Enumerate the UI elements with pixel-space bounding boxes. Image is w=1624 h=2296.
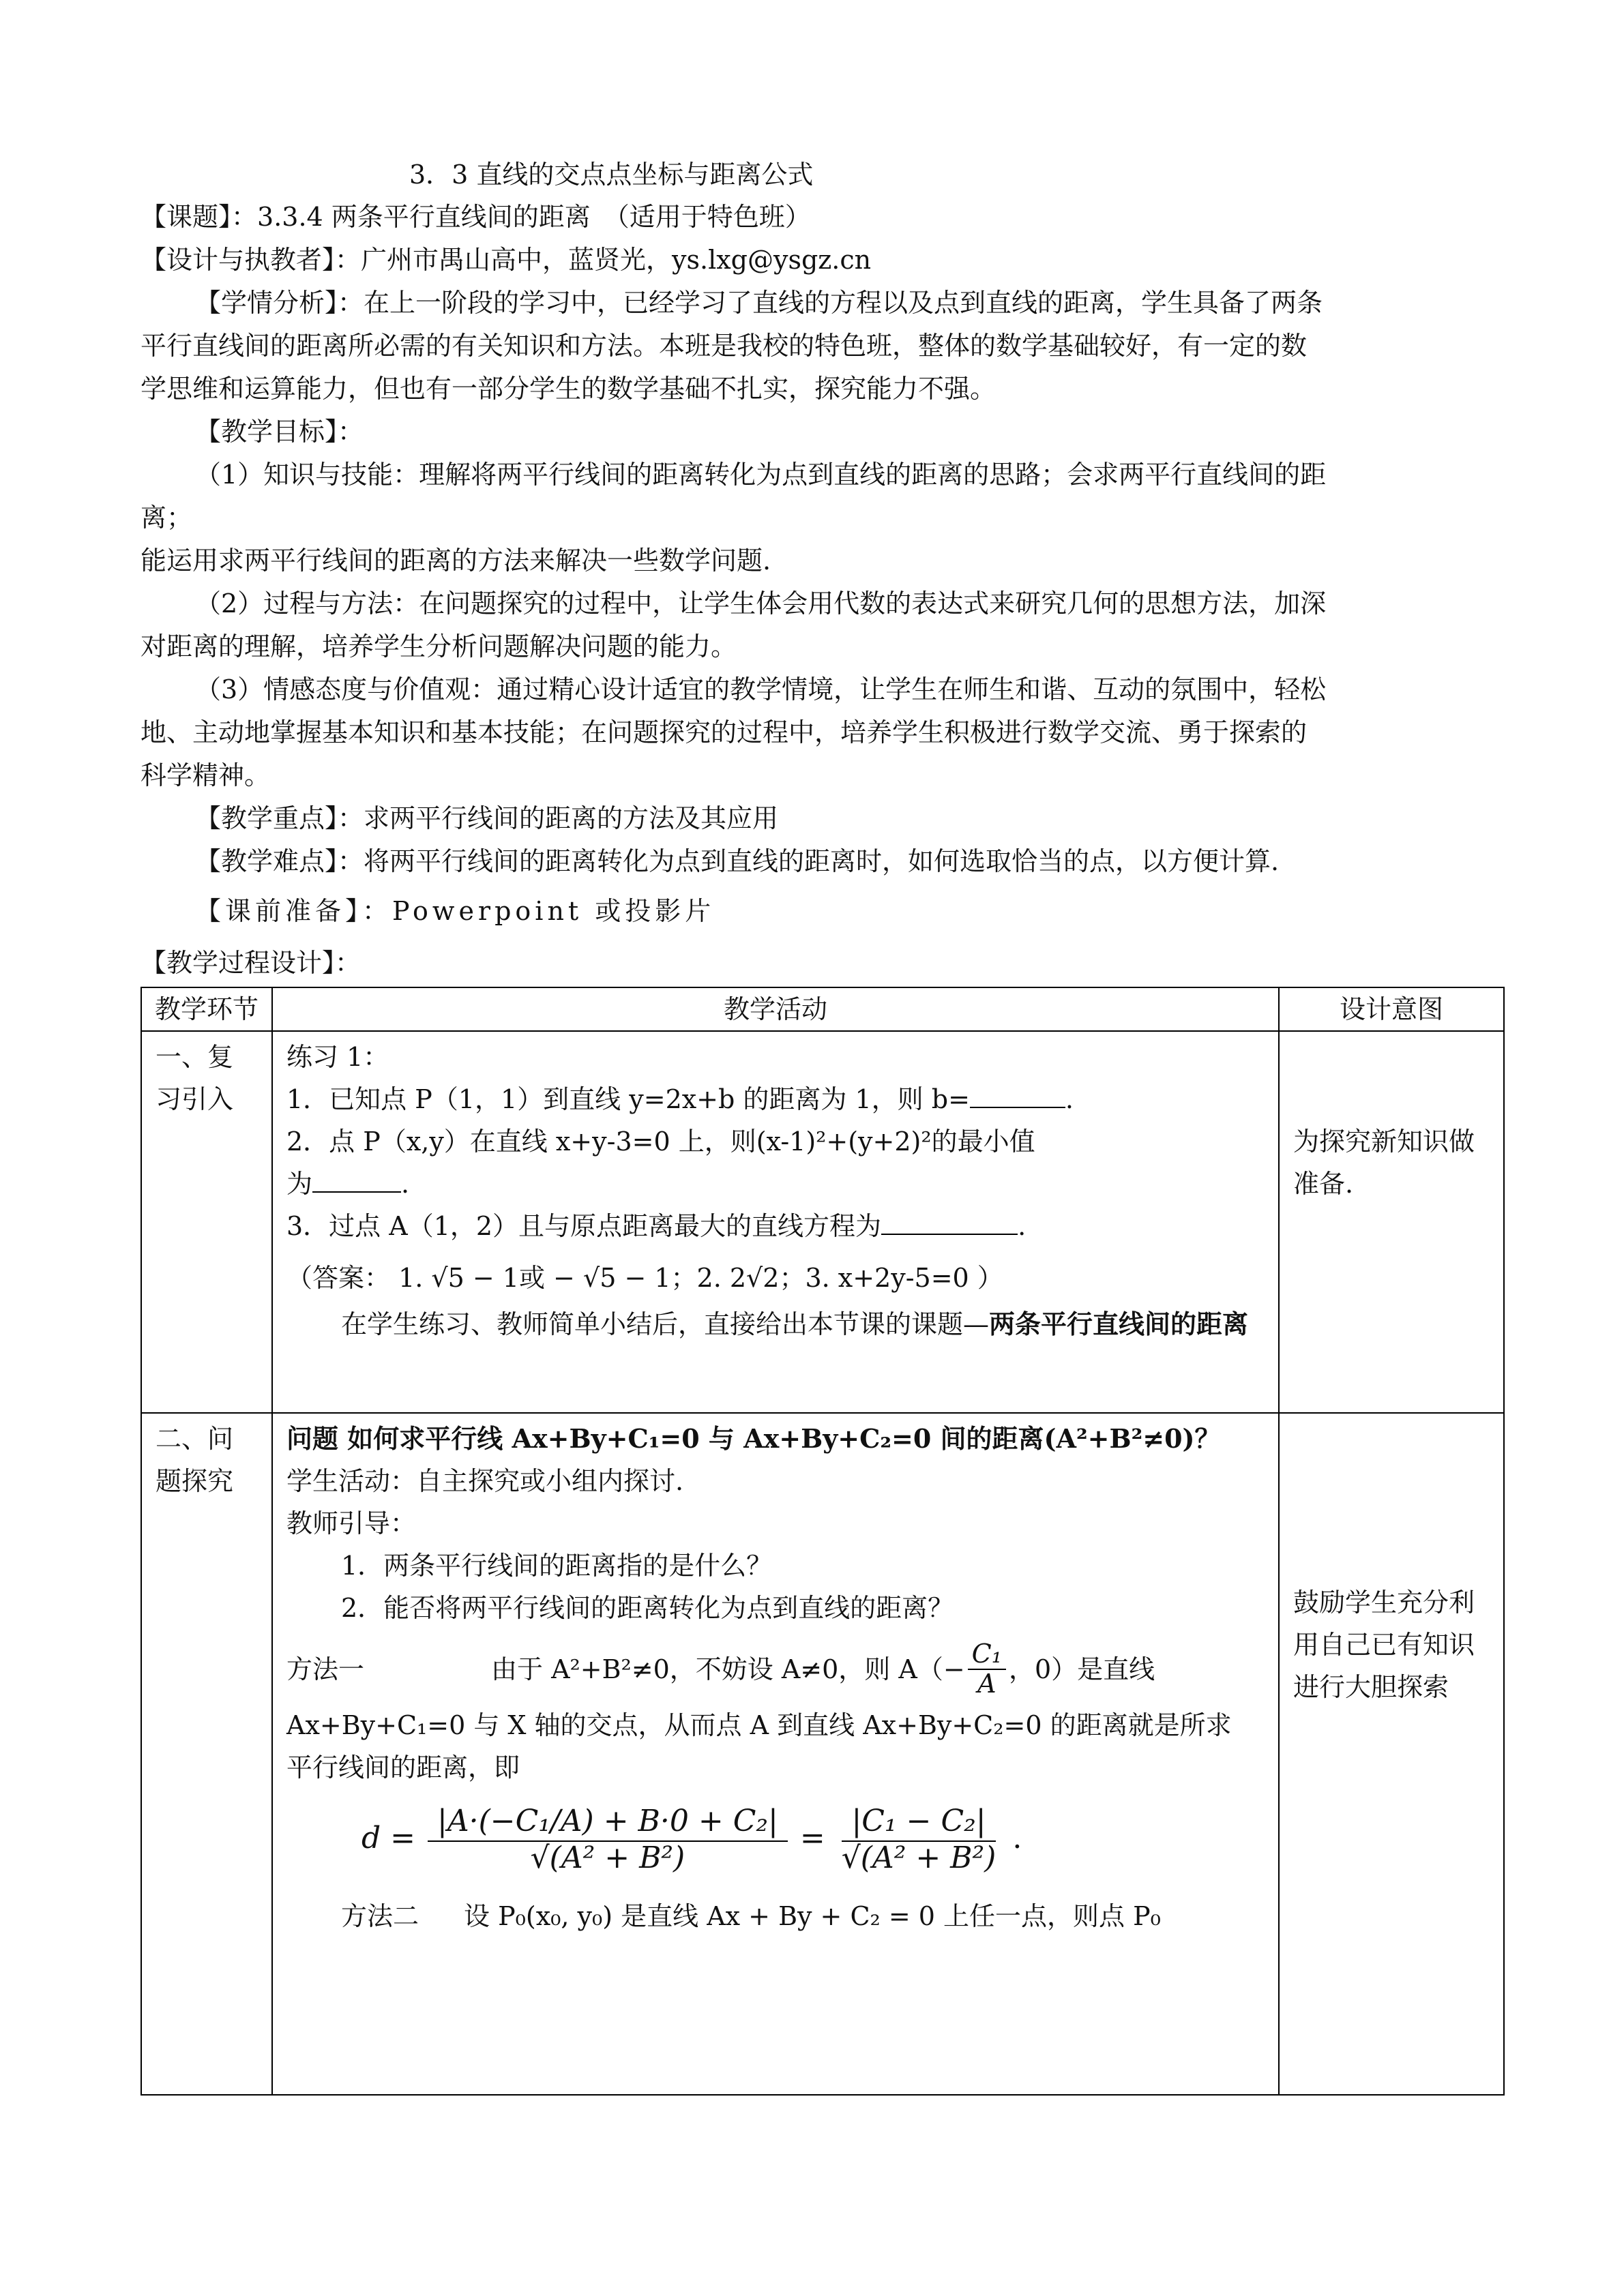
lesson-table <box>141 987 1505 2096</box>
difficulty-value: ：将两平行线间的距离转化为点到直线的距离时，如何选取恰当的点，以方便计算. <box>338 846 1280 876</box>
prep-line <box>195 893 715 929</box>
goal1-line-2: 离； <box>141 503 193 533</box>
student-activity: 学生活动：自主探究或小组内探讨. <box>286 1466 684 1496</box>
method1-frac-num: C₁ <box>968 1640 1006 1670</box>
analysis-line-1 <box>195 285 1323 320</box>
exercise-title: 练习 1： <box>286 1042 389 1072</box>
prep-value: ：Powerpoint 或投影片 <box>362 896 715 926</box>
intent-explore-text: 鼓励学生充分利用自己已有知识进行大胆探索 <box>1293 1587 1475 1702</box>
topic-line <box>141 199 811 235</box>
method1-line3: 平行线间的距离，即 <box>286 1752 520 1783</box>
analysis-line-3: 学思维和运算能力，但也有一部分学生的数学基础不扎实，探究能力不强。 <box>141 374 996 404</box>
guide-item-2: 2．能否将两平行线间的距离转化为点到直线的距离？ <box>341 1593 954 1623</box>
key-point-value: ：求两平行线间的距离的方法及其应用 <box>338 803 779 833</box>
prep-label: 【课前准备】 <box>195 896 363 926</box>
topic-value: ：3.3.4 两条平行直线间的距离 （适用于特色班） <box>231 202 811 232</box>
goal3-line-1: （3）情感态度与价值观：通过精心设计适宜的教学情境，让学生在师生和谐、互动的氛围中，轻松 <box>195 674 1327 704</box>
summary-topic: 两条平行直线间的距离 <box>989 1309 1249 1339</box>
goals-label: 【教学目标】： <box>195 417 364 447</box>
explore-question: 问题 如何求平行线 Ax+By+C₁=0 与 Ax+By+C₂=0 间的距离(A²+B²≠0)？ <box>286 1423 1221 1454</box>
exercise-q2a: 2．点 P（x,y）在直线 x+y-3=0 上，则(x-1)²+(y+2)²的最小值 <box>286 1127 1035 1157</box>
activity-explore <box>272 1413 1279 2095</box>
q2b-text: 为 <box>286 1169 313 1199</box>
table-row-explore <box>141 1413 1504 2095</box>
stage-review: 一、复习引入 <box>141 1031 272 1413</box>
method2-text: 设 P₀(x₀, y₀) 是直线 Ax + By + C₂ = 0 上任一点，则点 P₀ <box>464 1901 1161 1932</box>
formula-d: d = <box>361 1820 416 1855</box>
summary-text: 在学生练习、教师简单小结后，直接给出本节课的课题— <box>341 1309 990 1339</box>
goal3-line-3: 科学精神。 <box>141 760 271 790</box>
guide-item-1: 1．两条平行线间的距离指的是什么？ <box>341 1551 773 1581</box>
review-summary <box>286 1303 1265 1345</box>
intent-review-text: 为探究新知识做准备. <box>1293 1127 1475 1199</box>
designer-label: 【设计与执教者】 <box>141 245 336 275</box>
page-title: 3．3 直线的交点点坐标与距离公式 <box>409 160 814 190</box>
process-label: 【教学过程设计】： <box>141 948 361 978</box>
header-stage: 教学环节 <box>141 987 272 1031</box>
method1-frac-den: A <box>977 1668 996 1699</box>
teacher-guide: 教师引导： <box>286 1508 417 1538</box>
formula-fraction-2 <box>838 1802 1001 1875</box>
table-header-row <box>141 987 1504 1031</box>
goal1-line-3: 能运用求两平行线间的距离的方法来解决一些数学问题. <box>141 546 771 576</box>
method1-text-a: 由于 A²+B²≠0，不妨设 A≠0，则 A（− <box>491 1654 965 1684</box>
exercise-q1: 1．已知点 P（1，1）到直线 y=2x+b 的距离为 1，则 b= . <box>286 1078 1265 1120</box>
method1-label: 方法一 <box>286 1654 365 1684</box>
intent-explore <box>1279 1413 1504 2095</box>
formula-den-2: √(A² + B²) <box>841 1840 996 1875</box>
goal3-line-2: 地、主动地掌握基本知识和基本技能；在问题探究的过程中，培养学生积极进行数学交流、勇于探索的 <box>141 717 1308 747</box>
formula-fraction-1 <box>428 1802 788 1875</box>
goal1-line-1: （1）知识与技能：理解将两平行线间的距离转化为点到直线的距离的思路；会求两平行直线间的距 <box>195 460 1327 490</box>
key-point-label: 【教学重点】 <box>195 803 338 833</box>
method1-line2: Ax+By+C₁=0 与 X 轴的交点，从而点 A 到直线 Ax+By+C₂=0 的距离就是所求 <box>286 1710 1232 1740</box>
method1-fraction <box>968 1640 1006 1699</box>
exercise-answer: （答案： 1. √5 − 1或 − √5 − 1；2. 2√2；3. x+2y-5=0 ） <box>286 1263 1003 1293</box>
goal2-line-1: （2）过程与方法：在问题探究的过程中，让学生体会用代数的表达式来研究几何的思想方法，加深 <box>195 588 1327 618</box>
topic-label: 【课题】 <box>141 202 232 232</box>
designer-line <box>141 242 871 278</box>
q3-blank <box>881 1209 1018 1235</box>
formula-num-2: |C₁ − C₂| <box>842 1802 995 1842</box>
distance-formula <box>286 1802 1265 1875</box>
method1-line1 <box>286 1640 1265 1699</box>
difficulty-line <box>195 844 1279 879</box>
header-activity: 教学活动 <box>272 987 1279 1031</box>
exercise-q3: 3．过点 A（1，2）且与原点距离最大的直线方程为 . <box>286 1205 1265 1247</box>
difficulty-label: 【教学难点】 <box>195 846 338 876</box>
designer-value: ：广州市禺山高中，蓝贤光，ys.lxg@ysgz.cn <box>335 245 872 275</box>
formula-equals: = <box>799 1820 825 1855</box>
key-point-line <box>195 801 778 836</box>
activity-review <box>272 1031 1279 1413</box>
method1-text-b: ，0）是直线 <box>1008 1654 1155 1684</box>
formula-period: . <box>1012 1820 1022 1855</box>
q1-blank <box>970 1082 1065 1108</box>
analysis-line-2: 平行直线间的距离所必需的有关知识和方法。本班是我校的特色班，整体的数学基础较好，有一定的数 <box>141 331 1308 361</box>
table-row-review <box>141 1031 1504 1413</box>
goal2-line-2: 对距离的理解，培养学生分析问题解决问题的能力。 <box>141 631 737 661</box>
q1-text: 1．已知点 P（1，1）到直线 y=2x+b 的距离为 1，则 b= <box>286 1084 970 1114</box>
intent-review <box>1279 1031 1504 1413</box>
method2-label: 方法二 <box>341 1901 419 1932</box>
q3-text: 3．过点 A（1，2）且与原点距离最大的直线方程为 <box>286 1211 882 1241</box>
method2-line <box>286 1895 1265 1937</box>
header-intent: 设计意图 <box>1279 987 1504 1031</box>
formula-den-1: √(A² + B²) <box>530 1840 685 1875</box>
exercise-q2b: 为 . <box>286 1163 1265 1205</box>
stage-explore: 二、问题探究 <box>141 1413 272 2095</box>
analysis-text-1: ：在上一阶段的学习中，已经学习了直线的方程以及点到直线的距离，学生具备了两条 <box>338 288 1323 318</box>
q2-blank <box>312 1167 401 1193</box>
analysis-label: 【学情分析】 <box>195 288 338 318</box>
formula-num-1: |A·(−C₁/A) + B·0 + C₂| <box>428 1802 788 1842</box>
